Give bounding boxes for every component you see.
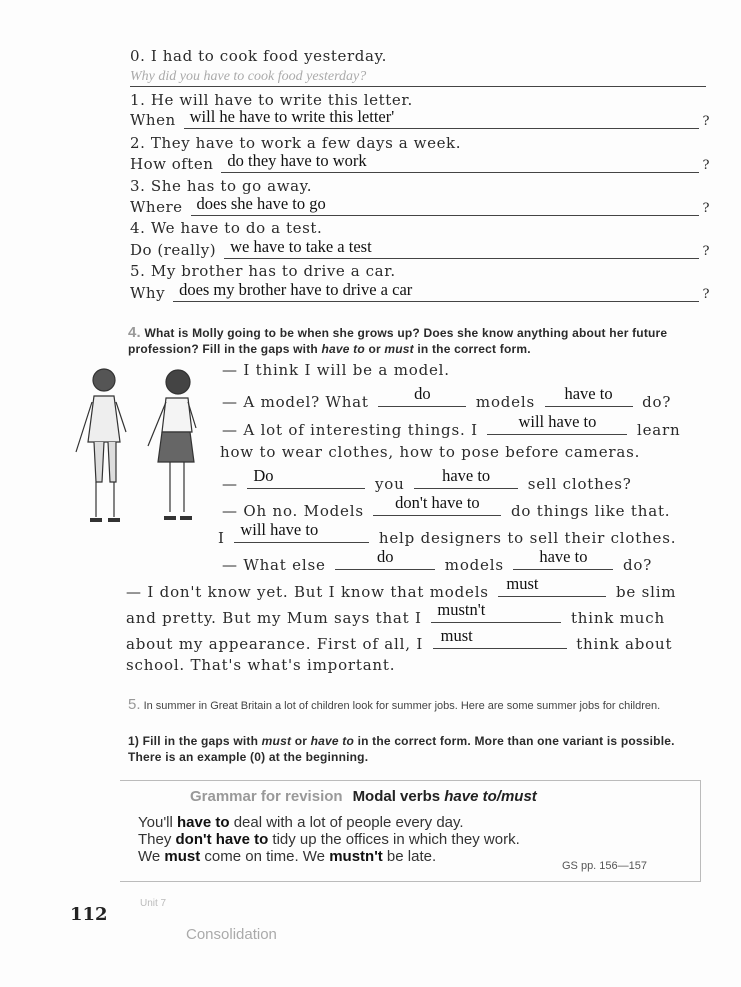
- dialog-line-5: [222, 466, 632, 493]
- item-4-prompt: Do (really): [130, 241, 217, 259]
- ex-text: deal with a lot of people every day.: [229, 814, 464, 831]
- item-2-prompt: How often: [130, 155, 214, 173]
- ex-bold: must: [164, 848, 201, 865]
- page-number: 112: [70, 904, 108, 925]
- dialog-text: do?: [642, 393, 672, 411]
- task-italic: must: [261, 734, 292, 748]
- dialog-text: —: [222, 475, 238, 493]
- grammar-label: Grammar for revision: [190, 788, 343, 805]
- task-text: 1) Fill in the gaps with: [128, 734, 262, 748]
- dialog-text: models: [444, 556, 504, 574]
- item-3-statement: 3. She has to go away.: [130, 177, 313, 195]
- item-1-prompt: When: [130, 111, 176, 129]
- instruction-text: or: [364, 342, 385, 356]
- dialog-text: models: [475, 393, 535, 411]
- unit-label: Unit 7: [140, 898, 167, 909]
- item-5-answer: does my brother have to drive a car: [179, 280, 413, 299]
- grammar-reference: GS pp. 156—157: [562, 860, 648, 872]
- gap-answer: have to: [564, 384, 613, 403]
- task-italic: have to: [310, 734, 355, 748]
- dialog-text: do?: [622, 556, 653, 574]
- dialog-text: help designers to sell their clothes.: [378, 529, 677, 547]
- ex-text: We: [138, 848, 165, 865]
- ex-bold: don't have to: [175, 831, 269, 848]
- gap-answer: Do: [253, 466, 274, 485]
- ex-text: tidy up the offices in which they work.: [268, 831, 520, 848]
- gap-answer: must: [440, 626, 473, 645]
- dialog-gap[interactable]: [335, 547, 435, 570]
- gap-answer: have to: [539, 547, 588, 566]
- ex-text: come on time. We: [200, 848, 330, 865]
- grammar-box-title: [190, 788, 537, 805]
- instruction-text: What is Molly going to be when she grows up? Does she know anything about her future profession? Fill in the gaps with: [128, 326, 668, 356]
- gap-answer: will have to: [518, 412, 597, 431]
- dialog-line-2: [222, 384, 672, 411]
- grammar-example-2: [138, 831, 520, 848]
- dialog-gap[interactable]: [433, 626, 567, 649]
- dialog-text: think about: [576, 635, 673, 653]
- ex-bold: have to: [177, 814, 230, 831]
- dialog-gap[interactable]: [414, 466, 518, 489]
- dialog-text: be slim: [615, 583, 677, 601]
- dialog-gap[interactable]: [247, 466, 365, 489]
- dialog-gap[interactable]: [498, 574, 606, 597]
- item-2-statement: 2. They have to work a few days a week.: [130, 134, 462, 152]
- example-statement: 0. I had to cook food yesterday.: [130, 47, 387, 65]
- item-3-answer: does she have to go: [196, 194, 326, 213]
- dialog-text: sell clothes?: [527, 475, 632, 493]
- dialog-text: and pretty. But my Mum says that I: [126, 609, 422, 627]
- gap-answer: must: [506, 574, 539, 593]
- item-3-answer-row: [130, 195, 710, 216]
- dialog-text: — I don't know yet. But I know that models: [126, 583, 489, 601]
- gap-answer: have to: [442, 466, 491, 485]
- ex-text: be late.: [382, 848, 437, 865]
- dialog-line-6: [222, 493, 671, 520]
- exercise-5-task: [128, 733, 708, 765]
- item-5-prompt: Why: [130, 284, 166, 302]
- dialog-line-12: school. That's what's important.: [126, 656, 396, 674]
- grammar-title-italic: have to/must: [444, 788, 537, 805]
- gap-answer: will have to: [240, 520, 319, 539]
- item-3-answer-field[interactable]: [191, 195, 699, 216]
- dialog-text: think much: [570, 609, 665, 627]
- dialog-line-10: [126, 600, 665, 627]
- illustration-two-girls: [66, 362, 206, 542]
- item-1-answer-row: [130, 108, 710, 129]
- dialog-line-11: [126, 626, 673, 653]
- exercise-5-intro: [128, 697, 708, 714]
- dialog-text: about my appearance. First of all, I: [126, 635, 424, 653]
- item-1-qmark: ?: [702, 114, 710, 129]
- item-5-qmark: ?: [702, 287, 710, 302]
- exercise-4-instruction: [128, 325, 708, 357]
- dialog-line-3: [222, 412, 681, 439]
- item-4-answer-row: [130, 238, 710, 259]
- dialog-gap[interactable]: [373, 493, 501, 516]
- example-answer-row: [130, 66, 710, 87]
- dialog-line-7: [218, 520, 677, 547]
- item-5-statement: 5. My brother has to drive a car.: [130, 262, 396, 280]
- dialog-line-4: how to wear clothes, how to pose before cameras.: [220, 443, 641, 461]
- item-1-statement: 1. He will have to write this letter.: [130, 91, 413, 109]
- dialog-text: — A lot of interesting things. I: [222, 421, 478, 439]
- item-5-answer-row: [130, 281, 710, 302]
- dialog-text: you: [374, 475, 405, 493]
- grammar-example-3: [138, 848, 436, 865]
- item-4-statement: 4. We have to do a test.: [130, 219, 323, 237]
- grammar-example-1: [138, 814, 464, 831]
- item-3-prompt: Where: [130, 198, 183, 216]
- item-4-answer: we have to take a test: [230, 237, 372, 256]
- dialog-gap[interactable]: [234, 520, 369, 543]
- gap-answer: do: [414, 384, 431, 403]
- ex-text: They: [138, 831, 176, 848]
- item-1-answer-field[interactable]: [184, 108, 699, 129]
- section-label: Consolidation: [186, 926, 277, 943]
- item-2-answer: do they have to work: [227, 151, 367, 170]
- grammar-title: Modal verbs: [352, 788, 445, 805]
- instruction-text: in the correct form.: [413, 342, 531, 356]
- dialog-text: do things like that.: [510, 502, 671, 520]
- dialog-line-8: [222, 547, 653, 574]
- item-3-qmark: ?: [702, 201, 710, 216]
- item-1-answer: will he have to write this letter': [189, 107, 395, 126]
- dialog-text: — Oh no. Models: [222, 502, 364, 520]
- item-5-answer-field[interactable]: [173, 281, 698, 302]
- item-2-qmark: ?: [702, 158, 710, 173]
- gap-answer: mustn't: [437, 600, 486, 619]
- item-4-answer-field[interactable]: [224, 238, 698, 259]
- instruction-italic: have to: [321, 342, 365, 356]
- ex-bold: mustn't: [329, 848, 383, 865]
- dialog-gap[interactable]: [378, 384, 466, 407]
- task-text: in the correct form. More than one variant is possible. There is an example (0) at the beginning.: [128, 734, 675, 764]
- example-answer-line: [130, 66, 706, 87]
- dialog-gap[interactable]: [545, 384, 633, 407]
- dialog-text: I: [218, 529, 225, 547]
- ex-text: You'll: [138, 814, 178, 831]
- exercise-5-number: 5.: [128, 696, 141, 713]
- dialog-text: learn: [636, 421, 681, 439]
- item-2-answer-row: [130, 152, 710, 173]
- dialog-line-1: — I think I will be a model.: [222, 361, 450, 379]
- gap-answer: do: [376, 547, 394, 566]
- exercise-4-number: 4.: [128, 324, 141, 341]
- item-4-qmark: ?: [702, 244, 710, 259]
- item-2-answer-field[interactable]: [221, 152, 698, 173]
- dialog-gap[interactable]: [513, 547, 613, 570]
- instruction-italic: must: [384, 342, 414, 356]
- task-text: or: [291, 734, 311, 748]
- dialog-line-9: [126, 574, 677, 601]
- intro-text: In summer in Great Britain a lot of children look for summer jobs. Here are some summer jobs for children.: [143, 700, 661, 712]
- dialog-gap[interactable]: [431, 600, 561, 623]
- gap-answer: don't have to: [395, 493, 480, 512]
- example-answer: Why did you have to cook food yesterday?: [130, 69, 367, 84]
- dialog-gap[interactable]: [487, 412, 627, 435]
- dialog-text: — What else: [222, 556, 326, 574]
- dialog-text: — A model? What: [222, 393, 369, 411]
